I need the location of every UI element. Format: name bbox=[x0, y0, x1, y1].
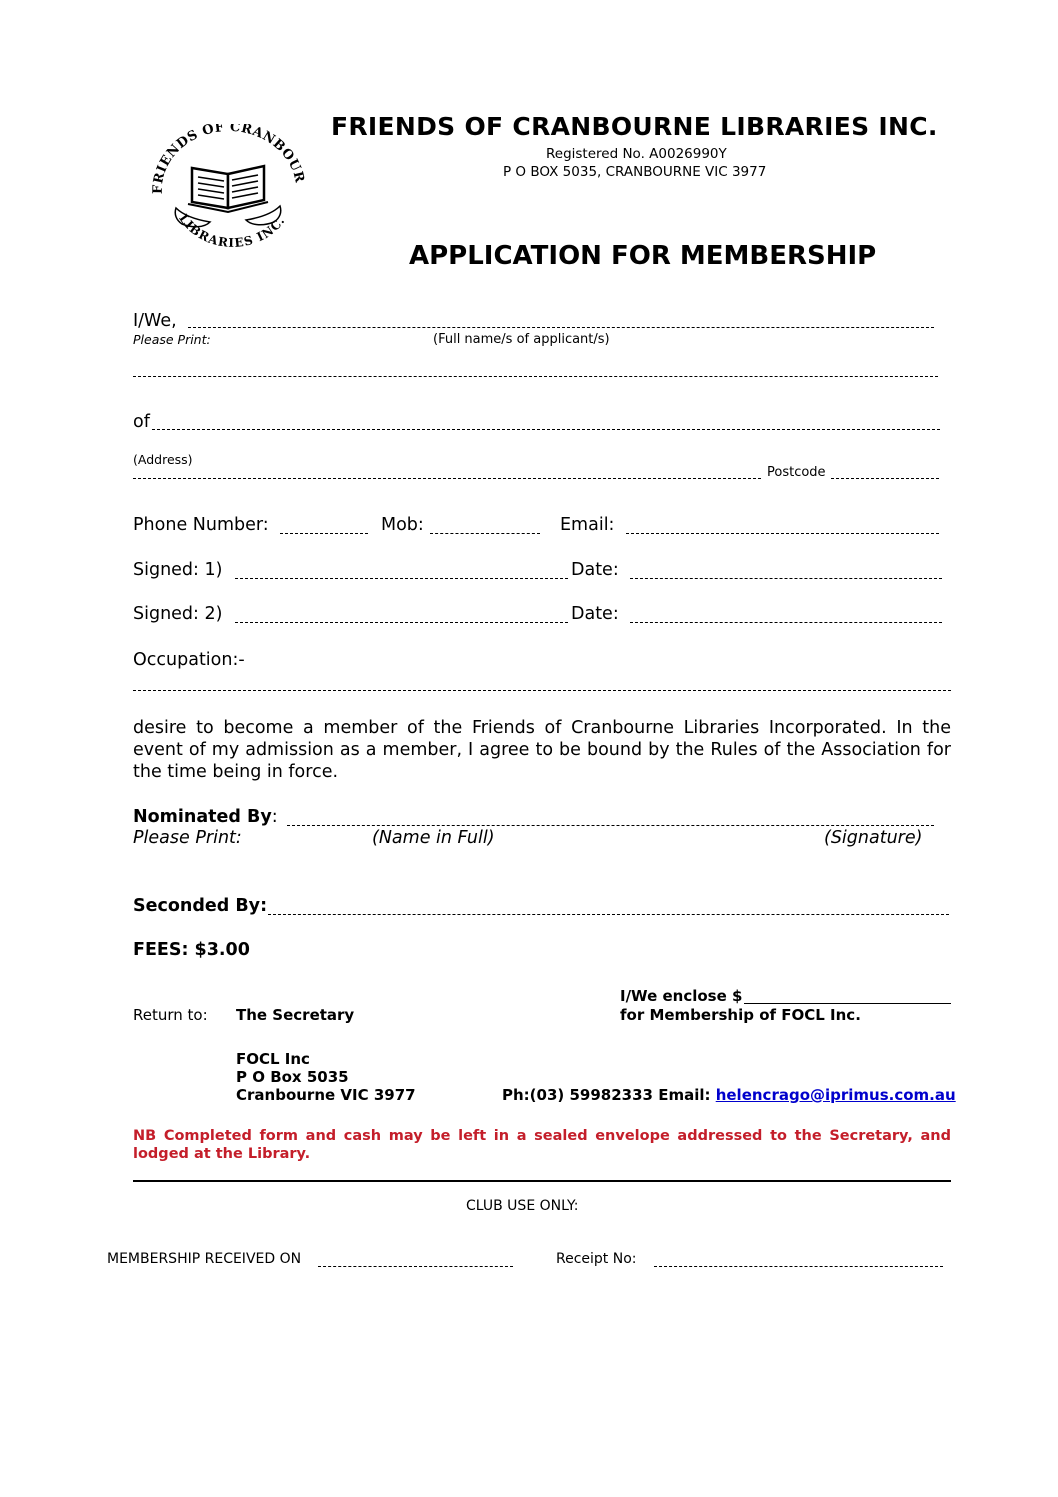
address-field-2[interactable] bbox=[133, 478, 761, 479]
seconded-label: Seconded By: bbox=[133, 896, 268, 916]
please-print-label: Please Print: bbox=[133, 332, 211, 347]
receipt-no-label: Receipt No: bbox=[556, 1251, 637, 1267]
date-2-label: Date: bbox=[571, 604, 619, 624]
please-print-nominated: Please Print: bbox=[133, 828, 242, 848]
email-field[interactable] bbox=[626, 533, 939, 534]
signed-1-label: Signed: 1) bbox=[133, 560, 223, 580]
phone-label: Phone Number: bbox=[133, 515, 269, 535]
org-address: P O BOX 5035, CRANBOURNE VIC 3977 bbox=[503, 164, 767, 180]
occupation-label: Occupation:- bbox=[133, 650, 245, 670]
seconded-field[interactable] bbox=[268, 914, 949, 915]
org-name: FRIENDS OF CRANBOURNE LIBRARIES INC. bbox=[331, 112, 938, 141]
date-1-field[interactable] bbox=[630, 578, 942, 579]
fees-label: FEES: $3.00 bbox=[133, 940, 250, 960]
enclose-label: I/We enclose $ bbox=[620, 987, 743, 1005]
declaration-text: desire to become a member of the Friends of Cranbourne Libraries Incorporated. In the event of my admission as a member, I agree to be bound by the Rules of the Association for the time being in force. bbox=[133, 718, 951, 782]
registered-number: Registered No. A0026990Y bbox=[546, 146, 727, 162]
return-address-line-1: FOCL Inc bbox=[236, 1050, 310, 1068]
iwe-label: I/We, bbox=[133, 311, 177, 331]
nominated-field[interactable] bbox=[287, 825, 934, 826]
nominated-label: Nominated By: bbox=[133, 807, 278, 827]
logo-text-top: FRIENDS OF CRANBOUR bbox=[150, 124, 307, 195]
postcode-field[interactable] bbox=[831, 478, 939, 479]
address-hint: (Address) bbox=[133, 452, 193, 467]
nb-note: NB Completed form and cash may be left in a sealed envelope addressed to the Secretary, and lodged at the Library. bbox=[133, 1128, 951, 1162]
return-address-line-2: P O Box 5035 bbox=[236, 1068, 349, 1086]
name-in-full-hint: (Name in Full) bbox=[372, 828, 495, 848]
applicant-names-field[interactable] bbox=[188, 327, 934, 328]
email-link[interactable]: helencrago@iprimus.com.au bbox=[715, 1086, 956, 1104]
of-label: of bbox=[133, 412, 150, 432]
signature-1-field[interactable] bbox=[235, 578, 568, 579]
club-use-heading: CLUB USE ONLY: bbox=[466, 1198, 579, 1214]
applicant-names-field-2[interactable] bbox=[133, 376, 938, 377]
signed-2-label: Signed: 2) bbox=[133, 604, 223, 624]
form-title: APPLICATION FOR MEMBERSHIP bbox=[409, 241, 877, 271]
mob-label: Mob: bbox=[381, 515, 424, 535]
return-address-line-3: Cranbourne VIC 3977 bbox=[236, 1086, 416, 1104]
enclose-amount-field[interactable] bbox=[744, 1003, 951, 1004]
mob-field[interactable] bbox=[430, 533, 540, 534]
phone-field[interactable] bbox=[280, 533, 368, 534]
occupation-field[interactable] bbox=[133, 690, 951, 691]
signature-2-field[interactable] bbox=[235, 622, 568, 623]
signature-hint: (Signature) bbox=[824, 828, 923, 848]
date-2-field[interactable] bbox=[630, 622, 942, 623]
section-divider bbox=[133, 1180, 951, 1182]
return-to-label: Return to: bbox=[133, 1006, 208, 1024]
email-label: Email: bbox=[560, 515, 615, 535]
membership-received-field[interactable] bbox=[318, 1266, 513, 1267]
date-1-label: Date: bbox=[571, 560, 619, 580]
membership-received-label: MEMBERSHIP RECEIVED ON bbox=[107, 1251, 302, 1267]
address-field[interactable] bbox=[152, 429, 940, 430]
receipt-no-field[interactable] bbox=[654, 1266, 943, 1267]
book-hands-emblem bbox=[148, 124, 308, 262]
secretary-label: The Secretary bbox=[236, 1006, 355, 1024]
enclose-for-label: for Membership of FOCL Inc. bbox=[620, 1006, 861, 1024]
logo-text-bottom: LIBRARIES INC. bbox=[176, 211, 288, 251]
logo bbox=[148, 124, 308, 262]
full-names-hint: (Full name/s of applicant/s) bbox=[433, 332, 610, 347]
contact-line: Ph:(03) 59982333 Email: helencrago@iprimus.com.au bbox=[502, 1086, 956, 1104]
postcode-label: Postcode bbox=[767, 465, 826, 480]
